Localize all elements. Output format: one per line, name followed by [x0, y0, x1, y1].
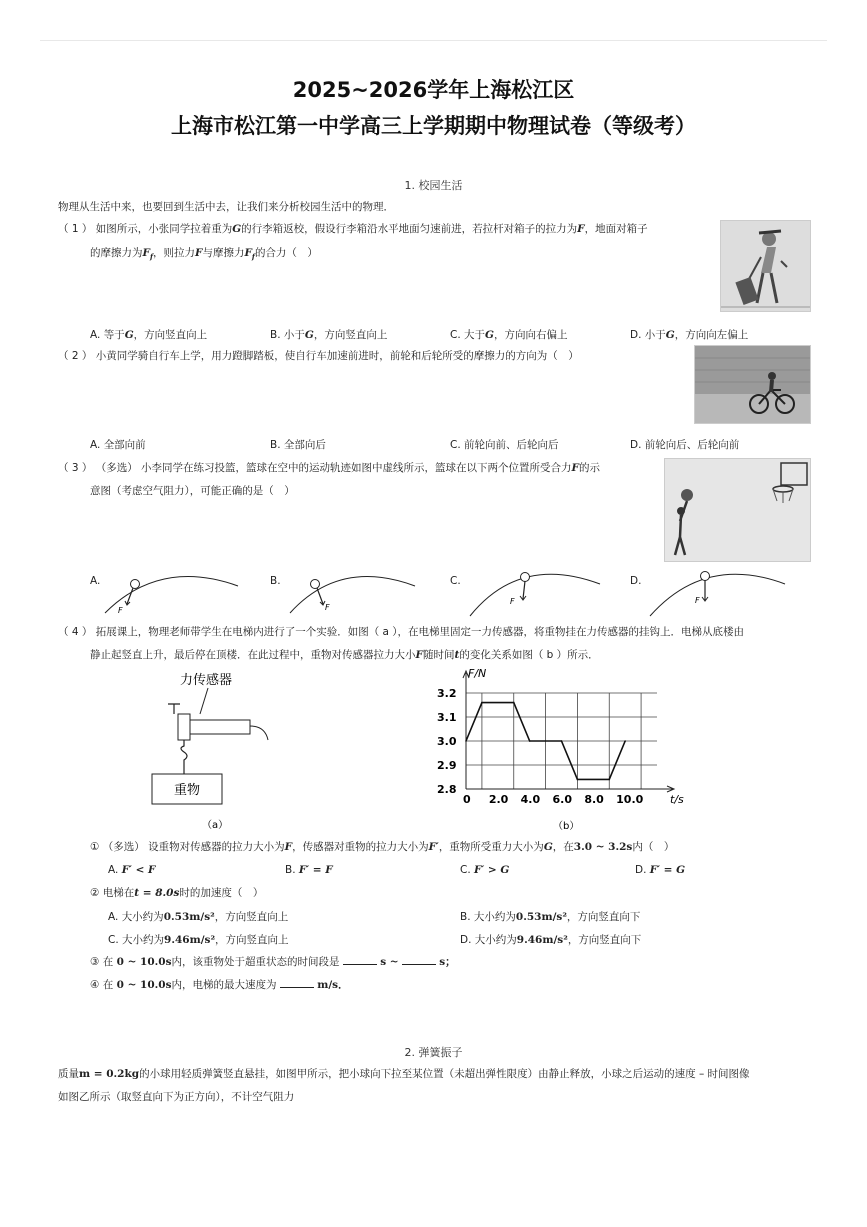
q4-sub2-text: ② 电梯在t = 8.0s时的加速度（ ）: [90, 887, 264, 899]
bicycle-sketch: [695, 346, 810, 423]
chart-xlabel: t/s: [670, 793, 684, 806]
q4-sub1-option-c[interactable]: C. F′ > G: [460, 864, 510, 876]
chart-plot-area: [437, 671, 674, 806]
section2-heading: 2. 弹簧振子: [404, 1046, 463, 1059]
figure-b-caption: （b）: [553, 821, 580, 832]
q4-sub1-option-b[interactable]: B. F′ = F: [285, 864, 333, 876]
q4-sub2-option-a[interactable]: A. 大小约为0.53m/s²，方向竖直向上: [108, 911, 289, 923]
section1-heading: 1. 校园生活: [404, 179, 463, 192]
q3-text: （ 3 ） （多选） 小李同学在练习投篮，篮球在空中的运动轨迹如图中虚线所示，篮球在以下两个位置所受合力F的示: [58, 462, 601, 474]
q4-sub3-text: ③ 在 0 ~ 10.0s内，该重物处于超重状态的时间段是 s ~ s；: [90, 956, 456, 968]
chart-data-point: [577, 779, 579, 781]
chart-data-point: [624, 740, 626, 742]
chart-y-tick-label: 3.2: [437, 687, 457, 700]
chart-ylabel: F/N: [468, 667, 487, 680]
chart-x-tick-label: 4.0: [520, 793, 541, 806]
chart-x-tick-label: 10.0: [616, 793, 644, 806]
q3-option-a-diagram[interactable]: [100, 568, 240, 618]
top-divider: [40, 40, 827, 41]
chart-y-tick-label: 3.0: [437, 735, 457, 748]
figure-b-chart: [435, 665, 705, 835]
chart-data-point: [529, 740, 531, 742]
basketball-image: [664, 458, 811, 562]
q1-text: （ 1 ） 如图所示，小张同学拉着重为G的行李箱返校，假设行李箱沿水平地面匀速前进，若拉杆对箱子的拉力为F，地面对箱子: [58, 223, 648, 235]
q4-sub4-blank[interactable]: [280, 987, 314, 988]
chart-data-point: [513, 702, 515, 704]
q2-option-c[interactable]: C. 前轮向前、后轮向后: [450, 439, 559, 451]
q3-option-c-label[interactable]: C.: [450, 575, 461, 587]
chart-x-tick-label: 8.0: [584, 793, 604, 806]
q2-text: （ 2 ） 小黄同学骑自行车上学，用力蹬脚踏板，使自行车加速前进时，前轮和后轮所受的摩擦力的方向为（ ）: [58, 350, 579, 362]
section1-intro: 物理从生活中来，也要回到生活中去，让我们来分析校园生活中的物理．: [58, 201, 394, 213]
q3-option-b-label[interactable]: B.: [270, 575, 281, 587]
q4-sub2-option-c[interactable]: C. 大小约为9.46m/s²，方向竖直向上: [108, 934, 289, 946]
q4-sub1-option-d[interactable]: D. F′ = G: [635, 864, 686, 876]
svg-text:F: F: [695, 596, 700, 605]
q4-sub2-option-d[interactable]: D. 大小约为9.46m/s²，方向竖直向下: [460, 934, 642, 946]
q3-option-d-label[interactable]: D.: [630, 575, 642, 587]
q3-option-a-label[interactable]: A.: [90, 575, 101, 587]
chart-data-point: [481, 702, 483, 704]
chart-data-point: [608, 779, 610, 781]
q4-text-line2: 静止起竖直上升，最后停在顶楼．在此过程中，重物对传感器拉力大小F随时间t的变化关系如图（ b ）所示．: [90, 649, 599, 661]
figure-a-sensor: [140, 668, 280, 833]
section2-text-line2: 如图乙所示（取竖直向下为正方向），不计空气阻力: [58, 1091, 295, 1103]
q1-text-line2: 的摩擦力为$F_f$，则拉力F与摩擦力$F_f$的合力（ ）: [90, 247, 318, 262]
q3-option-c-diagram[interactable]: [465, 566, 605, 618]
figure-a-caption: （a）: [202, 820, 229, 831]
q4-sub2-option-b[interactable]: B. 大小约为0.53m/s²，方向竖直向下: [460, 911, 641, 923]
chart-y-tick-label: 2.9: [437, 759, 457, 772]
q4-sub3-blank-end[interactable]: [402, 964, 436, 965]
luggage-girl-image: [720, 220, 811, 312]
chart-x-tick-label: 6.0: [552, 793, 572, 806]
q2-option-a[interactable]: A. 全部向前: [90, 439, 146, 451]
chart-data-point: [465, 740, 467, 742]
q4-text: （ 4 ） 拓展课上，物理老师带学生在电梯内进行了一个实验．如图（ a ），在电梯里固定一力传感器，将重物挂在力传感器的挂钩上．电梯从底楼由: [58, 626, 745, 638]
svg-text:F: F: [118, 606, 123, 615]
q1-option-b[interactable]: B. 小于G，方向竖直向上: [270, 329, 388, 341]
chart-y-tick-label: 2.8: [437, 783, 457, 796]
sensor-label: 力传感器: [180, 673, 233, 688]
svg-text:F: F: [510, 597, 515, 606]
q4-sub1-option-a[interactable]: A. F′ < F: [108, 864, 156, 876]
chart-x-tick-label: 0: [463, 793, 471, 806]
weight-label: 重物: [174, 783, 201, 798]
q4-sub1-text: ① （多选） 设重物对传感器的拉力大小为F，传感器对重物的拉力大小为F′，重物所受重力大小为G，在3.0 ~ 3.2s内（ ）: [90, 841, 675, 853]
luggage-girl-sketch: [721, 221, 810, 311]
q3-option-b-diagram[interactable]: [285, 568, 420, 618]
q4-sub4-text: ④ 在 0 ~ 10.0s内，电梯的最大速度为 m/s．: [90, 979, 349, 991]
bicycle-image: [694, 345, 811, 424]
q1-option-c[interactable]: C. 大于G，方向向右偏上: [450, 329, 568, 341]
q4-sub3-blank-start[interactable]: [343, 964, 377, 965]
exam-title-line1: 2025~2026学年上海松江区: [292, 78, 575, 102]
svg-text:F: F: [325, 603, 330, 612]
q2-option-b[interactable]: B. 全部向后: [270, 439, 326, 451]
q3-text-line2: 意图（考虑空气阻力），可能正确的是（ ）: [90, 485, 295, 497]
q1-option-d[interactable]: D. 小于G，方向向左偏上: [630, 329, 749, 341]
basketball-sketch: [665, 459, 810, 561]
q1-option-a[interactable]: A. 等于G，方向竖直向上: [90, 329, 208, 341]
chart-y-tick-label: 3.1: [437, 711, 457, 724]
q2-option-d[interactable]: D. 前轮向后、后轮向前: [630, 439, 740, 451]
section2-text-line1: 质量m = 0.2kg的小球用轻质弹簧竖直悬挂，如图甲所示，把小球向下拉至某位置（未超出弹性限度）由静止释放，小球之后运动的速度 – 时间图像: [58, 1068, 750, 1080]
chart-data-point: [561, 740, 563, 742]
chart-x-tick-label: 2.0: [488, 793, 509, 806]
exam-title-line2: 上海市松江第一中学高三上学期期中物理试卷（等级考）: [171, 114, 696, 138]
q3-option-d-diagram[interactable]: [645, 566, 790, 618]
